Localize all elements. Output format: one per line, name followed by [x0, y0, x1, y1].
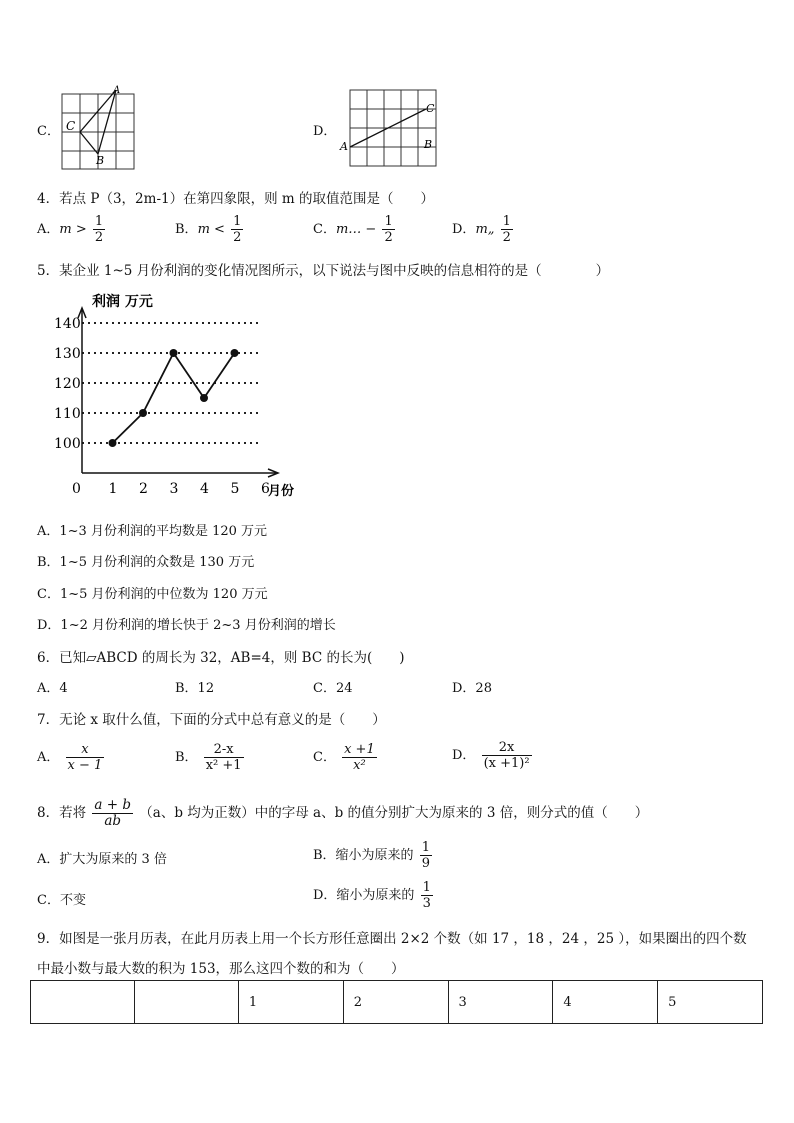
chart-y-tick-label: 120 — [54, 376, 81, 392]
q8-option-b[interactable]: B．缩小为原来的 $\frac{1}{9}$ — [313, 840, 430, 871]
q3d-point-b: B — [424, 138, 433, 151]
chart-x-tick-label: 4 — [200, 481, 209, 497]
q3c-point-c: C — [66, 119, 76, 133]
calendar-cell: 2 — [343, 981, 448, 1024]
q8-option-c[interactable]: C．不变 — [37, 893, 86, 908]
q3d-point-a: A — [340, 140, 348, 153]
chart-x-tick-label: 5 — [230, 481, 240, 497]
chart-x-tick-label: 6 — [261, 481, 270, 497]
calendar-cell: 5 — [658, 981, 763, 1024]
q4-option-d[interactable]: D．m„ $\frac{1}{2}$ — [452, 214, 511, 245]
chart-y-tick-label: 140 — [54, 316, 81, 332]
q4-stem: 4．若点 P（3，2m-1）在第四象限，则 m 的取值范围是（ ） — [37, 191, 434, 207]
q8-option-a[interactable]: A．扩大为原来的 3 倍 — [37, 852, 167, 867]
chart-data-point — [200, 394, 208, 402]
chart-y-tick-label: 100 — [54, 436, 81, 452]
q3-option-c-label: C． — [37, 124, 60, 139]
q6-option-b[interactable]: B．12 — [175, 681, 215, 696]
table-row — [31, 981, 763, 1024]
chart-data-point — [170, 349, 178, 357]
chart-y-tick-label: 110 — [54, 406, 81, 422]
q5-option-b[interactable]: B．1~5 月份利润的众数是 130 万元 — [37, 555, 255, 570]
calendar-cell: 4 — [553, 981, 658, 1024]
calendar-cell — [134, 981, 238, 1024]
q3-figure-d — [338, 84, 444, 168]
q6-stem: 6．已知▱ABCD 的周长为 32，AB=4，则 BC 的长为( ) — [37, 650, 405, 666]
q9-stem-line1: 9．如图是一张月历表，在此月历表上用一个长方形任意圈出 2×2 个数（如 17 ，18 ，24 ，25 ），如果圈出的四个数 — [37, 931, 747, 947]
chart-data-point — [231, 349, 239, 357]
chart-ylabel: 利润 万元 — [92, 294, 153, 310]
q9-stem-line2: 中最小数与最大数的积为 153，那么这四个数的和为（ ） — [37, 961, 405, 977]
q7-option-d[interactable]: D． $\frac{2x}{\text{(x +1)²}}$ — [452, 740, 530, 771]
q3c-point-a: A — [113, 85, 121, 96]
calendar-table — [30, 980, 763, 1024]
q7-stem: 7．无论 x 取什么值，下面的分式中总有意义的是（ ） — [37, 712, 386, 728]
q6-option-d[interactable]: D．28 — [452, 681, 492, 696]
chart-x-tick-label: 0 — [72, 481, 81, 497]
q4-option-a[interactable]: A．m > $\frac{1}{2}$ — [37, 214, 104, 245]
chart-xlabel: 月份 — [268, 484, 295, 499]
q8-stem: 8．若将 $\frac{a + b}{ab}$ （a、b 均为正数）中的字母 a、b 的值分别扩大为原来的 3 倍，则分式的值（ ） — [37, 797, 649, 829]
chart-series-line — [113, 353, 235, 443]
q6-option-a[interactable]: A．4 — [37, 681, 68, 696]
q8-option-d[interactable]: D．缩小为原来的 $\frac{1}{3}$ — [313, 880, 431, 911]
q4-option-b[interactable]: B．m < $\frac{1}{2}$ — [175, 214, 242, 245]
q7-option-a[interactable]: A． $\frac{x}{x - 1}$ — [37, 742, 103, 773]
chart-x-tick-label: 1 — [108, 481, 118, 497]
q3-option-d-label: D． — [313, 124, 337, 139]
q7-option-b[interactable]: B． $\frac{2-x}{\text{x² +1}}$ — [175, 742, 242, 773]
q5-stem: 5．某企业 1~5 月份利润的变化情况图所示，以下说法与图中反映的信息相符的是（ ） — [37, 263, 610, 279]
chart-x-tick-label: 2 — [139, 481, 148, 497]
q3-figure-c — [58, 84, 138, 174]
calendar-cell — [31, 981, 135, 1024]
calendar-cell: 1 — [238, 981, 343, 1024]
q5-option-c[interactable]: C．1~5 月份利润的中位数为 120 万元 — [37, 587, 268, 602]
calendar-cell: 3 — [448, 981, 553, 1024]
chart-data-point — [109, 439, 117, 447]
q7-option-c[interactable]: C． $\frac{x +1}{\text{x²}}$ — [313, 742, 375, 773]
q4-option-c[interactable]: C．m… − $\frac{1}{2}$ — [313, 214, 393, 245]
q3d-point-c: C — [426, 102, 435, 115]
q6-option-c[interactable]: C．24 — [313, 681, 353, 696]
chart-y-tick-label: 130 — [54, 346, 81, 362]
profit-line-chart — [50, 288, 310, 503]
chart-data-point — [139, 409, 147, 417]
chart-x-tick-label: 3 — [169, 481, 179, 497]
q3c-point-b: B — [96, 154, 105, 167]
q5-option-d[interactable]: D．1~2 月份利润的增长快于 2~3 月份利润的增长 — [37, 618, 336, 633]
q5-option-a[interactable]: A．1~3 月份利润的平均数是 120 万元 — [37, 524, 268, 539]
